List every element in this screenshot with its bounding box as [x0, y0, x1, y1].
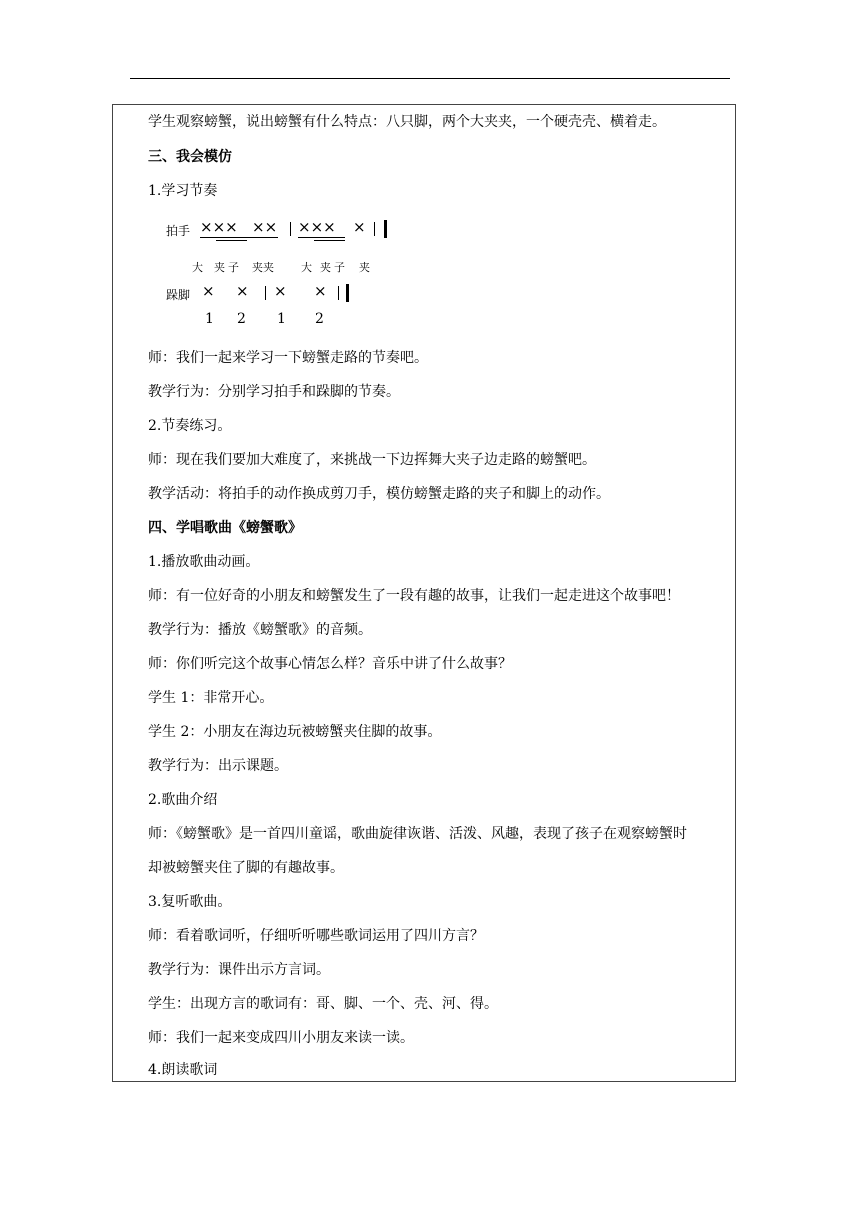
text-line: 教学行为：分别学习拍手和跺脚的节奏。 — [148, 384, 400, 400]
text-line: 学生：出现方言的歌词有：哥、脚、一个、壳、河、得。 — [148, 996, 498, 1012]
lyric: 大 — [192, 261, 203, 274]
section-heading: 三、我会模仿 — [148, 149, 232, 165]
beam — [314, 240, 345, 241]
text-line: 师：看着歌词听，仔细听听哪些歌词运用了四川方言？ — [148, 928, 484, 944]
lyric: 夹夹 — [252, 261, 274, 274]
clap-label: 拍手 — [166, 224, 191, 238]
lyric: 夹子 — [214, 261, 242, 274]
stomp-notes: × — [202, 282, 215, 300]
bar-line — [290, 222, 291, 236]
beam — [298, 237, 345, 238]
stomp-notes: × — [236, 282, 249, 300]
final-bar-line — [384, 220, 387, 238]
rhythm-score — [160, 215, 460, 335]
text-line: 教学行为：课件出示方言词。 — [148, 962, 330, 978]
text-line: 师：有一位好奇的小朋友和螃蟹发生了一段有趣的故事，让我们一起走进这个故事吧！ — [148, 588, 680, 604]
final-bar-line — [346, 284, 349, 302]
text-line: 学生观察螃蟹，说出螃蟹有什么特点：八只脚，两个大夹夹，一个硬壳壳、横着走。 — [148, 114, 666, 130]
beam — [200, 237, 278, 238]
clap-notes: ×× — [252, 218, 278, 236]
text-line: 2.歌曲介绍 — [148, 792, 218, 808]
stomp-notes: × — [314, 282, 327, 300]
text-line: 师：现在我们要加大难度了，来挑战一下边挥舞大夹子边走路的螃蟹吧。 — [148, 452, 596, 468]
text-line: 师：我们一起来变成四川小朋友来读一读。 — [148, 1030, 414, 1046]
stomp-label: 跺脚 — [166, 288, 191, 302]
header-rule — [130, 78, 730, 79]
text-line: 1.播放歌曲动画。 — [148, 554, 260, 570]
beat-count: 2 — [315, 311, 324, 327]
beat-count: 1 — [277, 311, 286, 327]
text-line: 2.节奏练习。 — [148, 418, 232, 434]
text-line: 师：《螃蟹歌》是一首四川童谣，歌曲旋律诙谐、活泼、风趣，表现了孩子在观察螃蟹时 — [148, 826, 687, 842]
section-heading: 四、学唱歌曲《螃蟹歌》 — [148, 520, 302, 536]
lyric: 夹 — [359, 261, 370, 274]
bar-line — [265, 286, 266, 300]
text-line: 教学活动：将拍手的动作换成剪刀手，模仿螃蟹走路的夹子和脚上的动作。 — [148, 486, 610, 502]
text-line: 师：你们听完这个故事心情怎么样？音乐中讲了什么故事？ — [148, 656, 512, 672]
text-line: 教学行为：出示课题。 — [148, 758, 288, 774]
text-line: 学生 2：小朋友在海边玩被螃蟹夹住脚的故事。 — [148, 724, 442, 740]
lyric: 夹子 — [320, 261, 348, 274]
text-line: 却被螃蟹夹住了脚的有趣故事。 — [148, 860, 344, 876]
bar-line — [374, 222, 375, 236]
text-line: 4.朗读歌词 — [148, 1062, 218, 1078]
lyric: 大 — [301, 261, 312, 274]
beam — [216, 240, 247, 241]
text-line: 师：我们一起来学习一下螃蟹走路的节奏吧。 — [148, 350, 428, 366]
beat-count: 2 — [237, 311, 246, 327]
beat-count: 1 — [205, 311, 214, 327]
bar-line — [338, 286, 339, 300]
clap-notes: × — [353, 218, 366, 236]
clap-notes: ××× — [298, 218, 336, 236]
text-line: 学生 1：非常开心。 — [148, 690, 274, 706]
text-line: 3.复听歌曲。 — [148, 894, 232, 910]
text-line: 1.学习节奏 — [148, 183, 218, 199]
text-line: 教学行为：播放《螃蟹歌》的音频。 — [148, 622, 372, 638]
clap-notes: ××× — [200, 218, 238, 236]
stomp-notes: × — [274, 282, 287, 300]
